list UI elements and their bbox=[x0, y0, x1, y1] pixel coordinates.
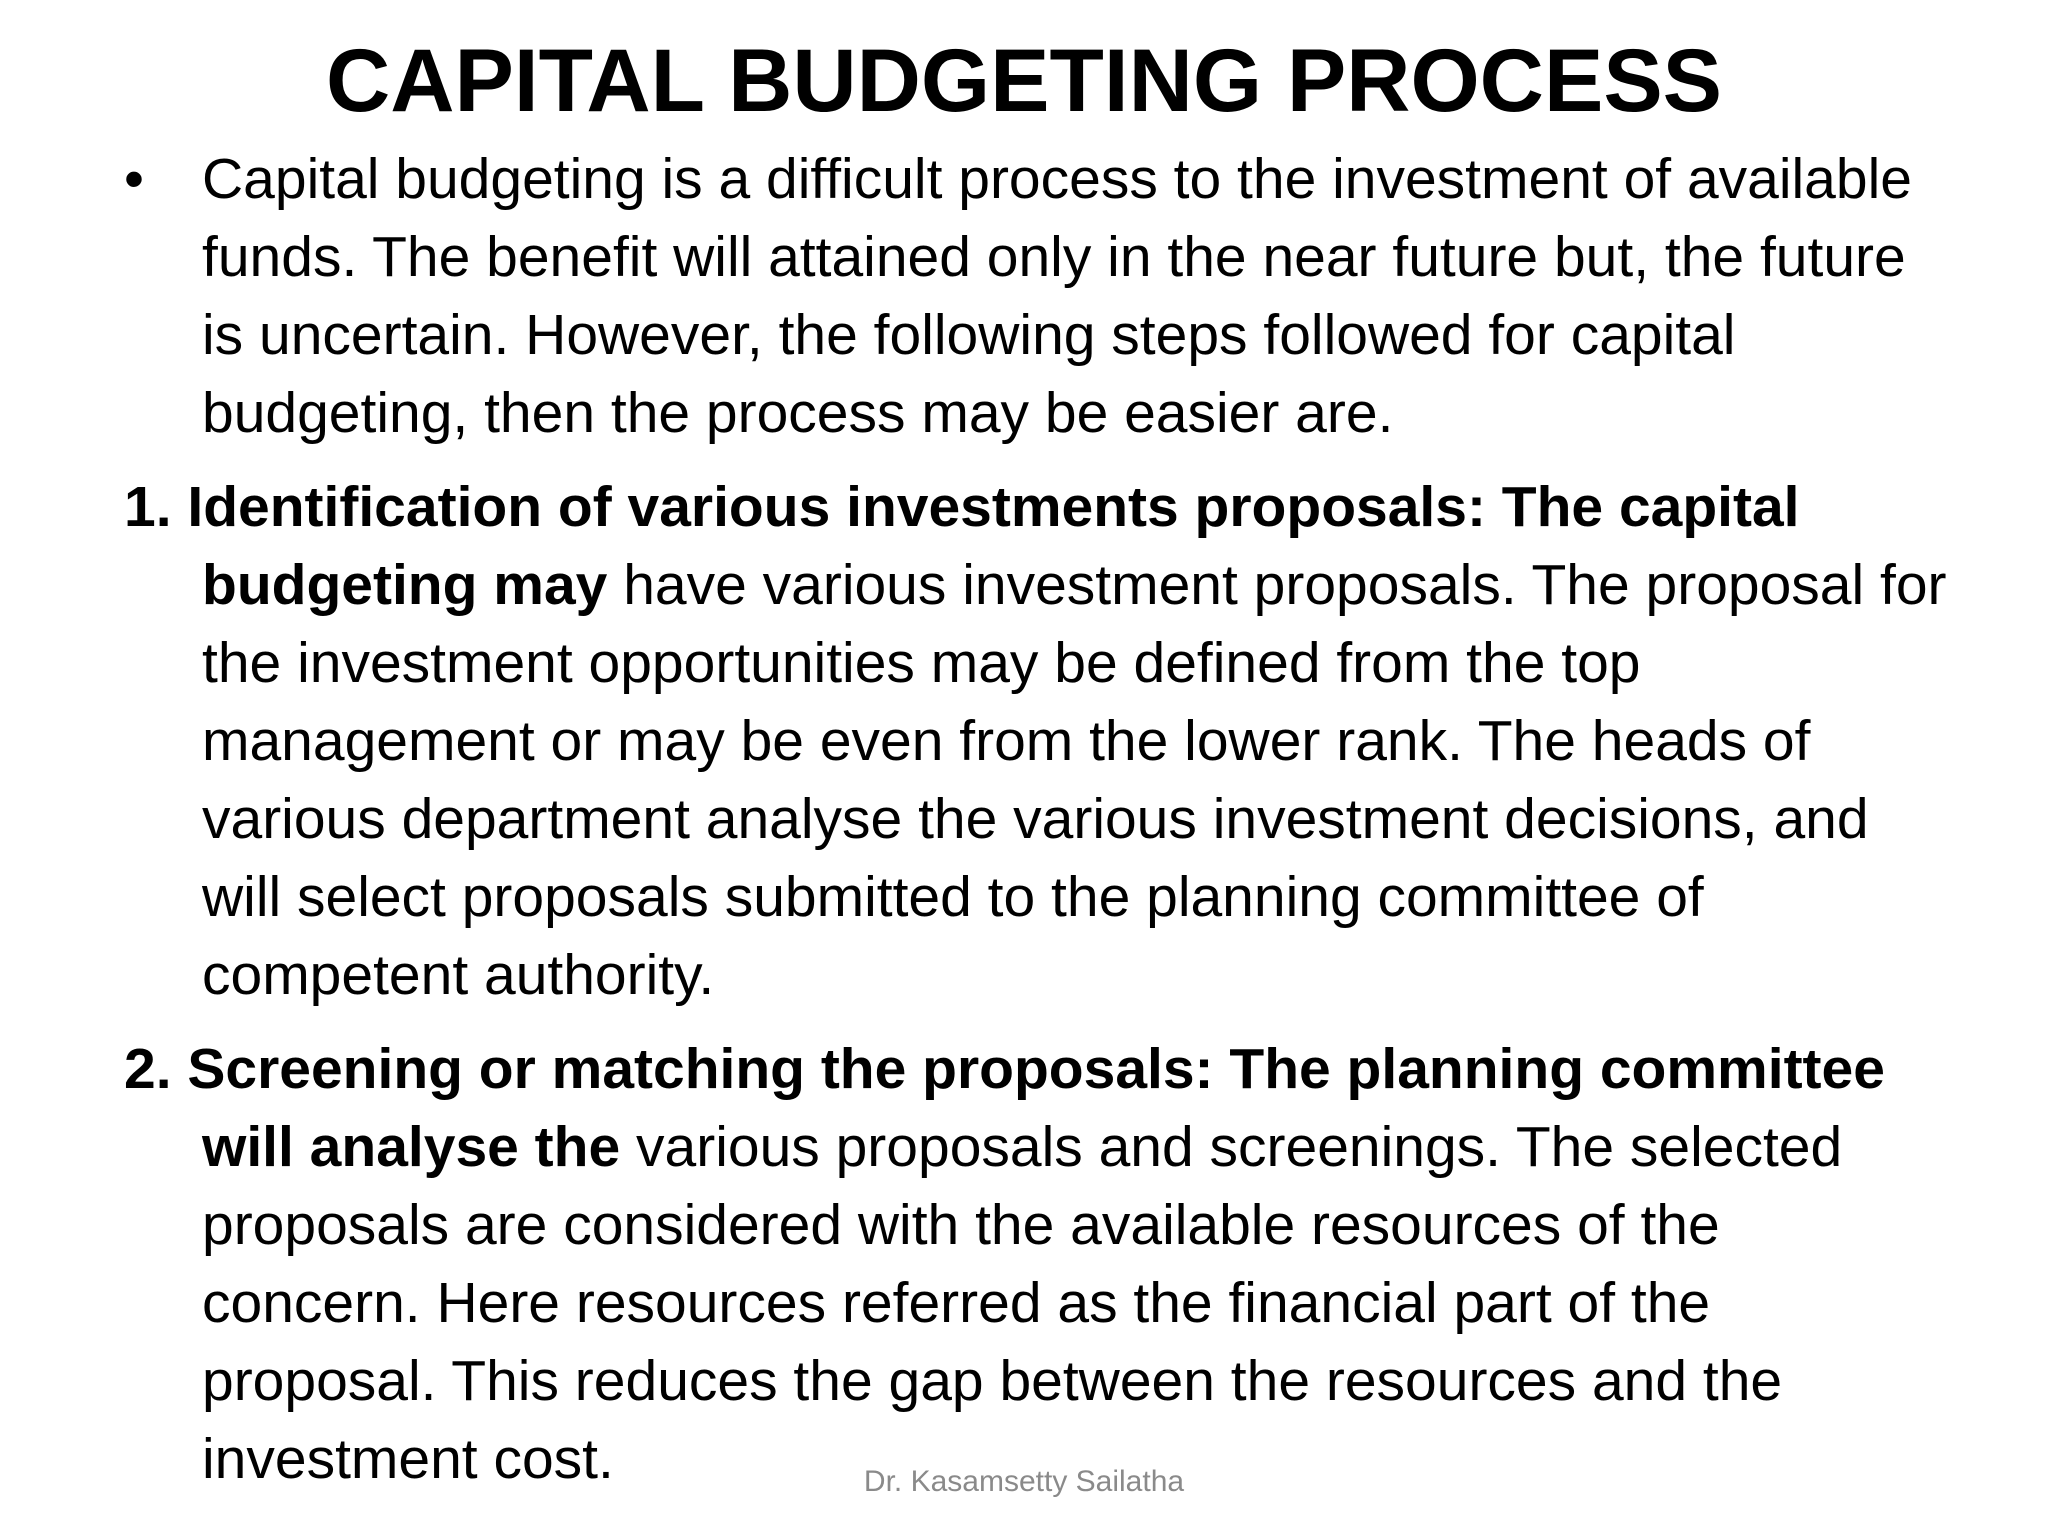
step-1-text: have various investment proposals. The proposal for the investment opportunities may be defined from the top management or may be even from the lower rank. The heads of various department analyse the various investment decisions, and will select proposals submitted to the planning committee of competent authority. bbox=[202, 553, 1947, 1007]
footer-author: Dr. Kasamsetty Sailatha bbox=[863, 1465, 1185, 1498]
bullet-icon: • bbox=[124, 147, 144, 211]
slide-body bbox=[124, 140, 1954, 1498]
step-1-heading: 1. Identification of various investments proposals: The capital budgeting may bbox=[124, 475, 1800, 617]
step-1-paragraph bbox=[124, 468, 1954, 1014]
slide-title: CAPITAL BUDGETING PROCESS bbox=[325, 30, 1723, 130]
step-2-text: various proposals and screenings. The selected proposals are considered with the available resources of the concern. Here resources referred as the financial part of the proposal. This reduces the gap between the resources and the investment cost. bbox=[202, 1115, 1843, 1491]
step-2-paragraph bbox=[124, 1030, 1954, 1498]
step-2-heading: 2. Screening or matching the proposals: The planning committee will analyse the bbox=[124, 1037, 1885, 1179]
intro-text: Capital budgeting is a difficult process to the investment of available funds. The benefit will attained only in the near future but, the future is uncertain. However, the following steps followed for capital budgeting, then the process may be easier are. bbox=[202, 147, 1912, 445]
intro-bullet-paragraph bbox=[124, 140, 1954, 452]
